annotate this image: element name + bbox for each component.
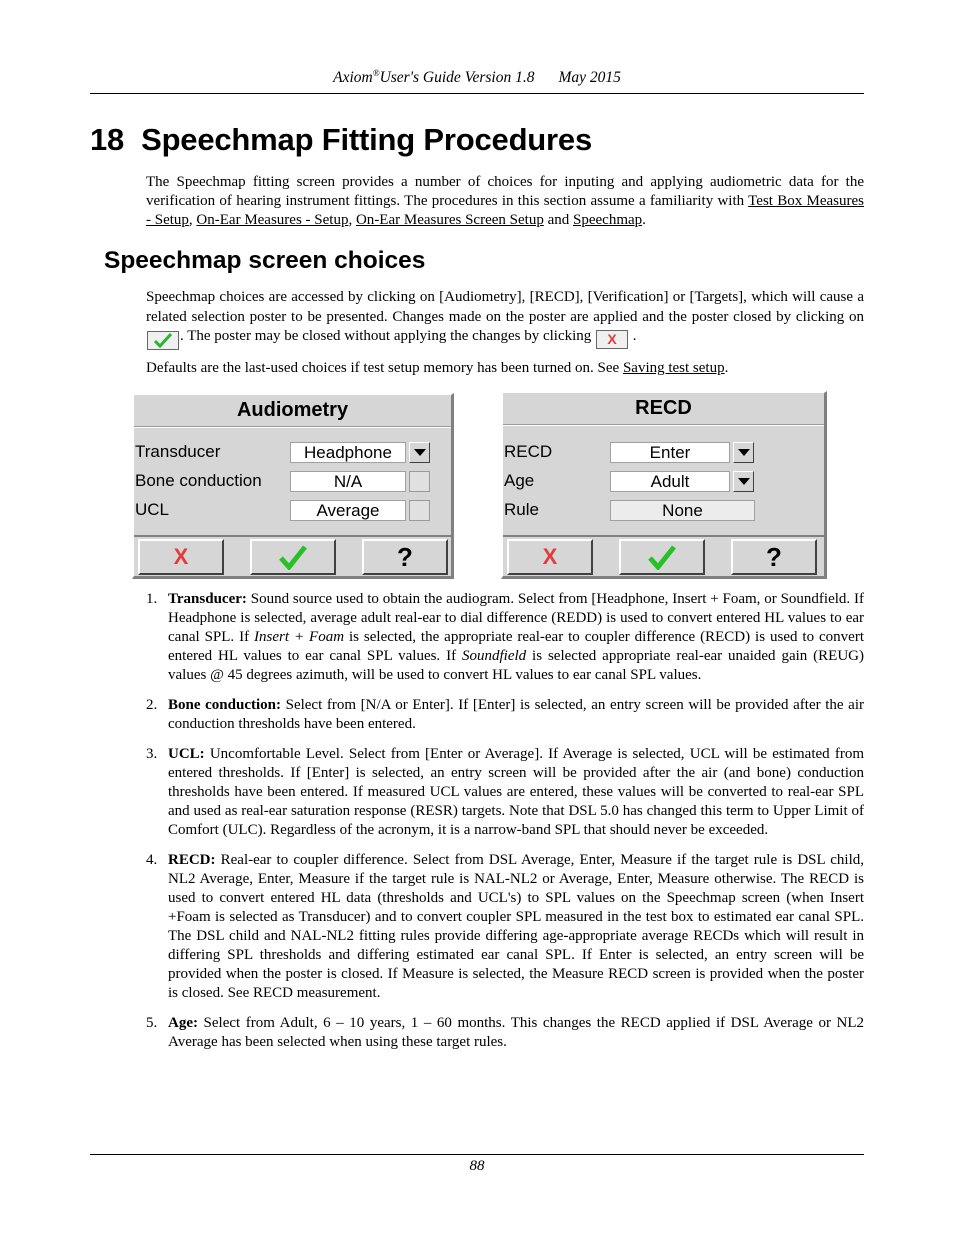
divider [503, 424, 824, 426]
choices-list [146, 590, 864, 1063]
list-item: 3. UCL: Uncomfortable Level. Select from [Enter or Average]. If Average is selected, UCL will be estimated from entered thresholds. If [Enter] is selected, an entry screen will be provided after the air (and bone) conduction thresholds have been entered. If measured UCL values are entered, these values will be converted to real-ear SPL and used as real-ear saturation response (RESR) targets. Note that DSL 5.0 has changed this term to Upper Limit of Comfort (ULC). Regardless of the acronym, it is a narrow-band SPL that should never be exceeded. [146, 746, 864, 838]
defaults-paragraph: Defaults are the last-used choices if test setup memory has been turned on. See Saving test setup. [146, 360, 729, 376]
cancel-button[interactable] [138, 539, 224, 575]
chapter-title: 18 Speechmap Fitting Procedures [90, 122, 592, 157]
inline-x-icon: X [596, 330, 628, 349]
link-on-ear-measures-setup[interactable]: On-Ear Measures - Setup [196, 212, 349, 228]
question-icon: ? [766, 542, 782, 572]
section-title: Speechmap screen choices [104, 247, 426, 274]
link-test-box-measures-setup[interactable]: Test Box Measures - Setup [146, 193, 864, 228]
age-select[interactable]: Adult [610, 471, 730, 492]
audiometry-panel [132, 393, 454, 579]
list-item: 5. Age: Select from Adult, 6 – 10 years, 1 – 60 months. This changes the RECD applied if DSL Average or NL2 Average has been selected when using these target rules. [146, 1015, 864, 1050]
header-rule [90, 93, 864, 94]
help-button[interactable] [362, 539, 448, 575]
panel-title: Audiometry [236, 399, 349, 421]
recd-label: RECD [504, 442, 553, 461]
footer-rule [90, 1154, 864, 1155]
divider [134, 426, 451, 428]
ucl-dropdown-button[interactable] [409, 500, 430, 521]
page-number: 88 [469, 1158, 485, 1174]
button-bar-divider [134, 535, 451, 537]
bone-conduction-dropdown-button[interactable] [409, 471, 430, 492]
link-saving-test-setup[interactable]: Saving test setup [622, 360, 725, 376]
inline-check-icon [147, 331, 179, 350]
transducer-select[interactable]: Headphone [290, 442, 406, 463]
recd-panel [501, 391, 827, 579]
bone-conduction-select[interactable]: N/A [290, 471, 406, 492]
chevron-down-icon [414, 449, 426, 456]
list-item: 1. Transducer: Sound source used to obtain the audiogram. Select from [Headphone, Insert + Foam, or Soundfield. If Headphone is selected, average adult real-ear to dial difference (REDD) is used to convert entered HL values to ear canal SPL. If Insert + Foam is selected, the appropriate real-ear to coupler difference (RECD) is used to convert entered HL values to ear canal SPL values. If Soundfield is selected appropriate real-ear unaided gain (REUG) values @ 45 degrees azimuth, will be used to convert HL values to ear canal SPL values. [146, 591, 864, 683]
ok-button[interactable] [250, 539, 336, 575]
rule-label: Rule [504, 500, 539, 519]
ucl-select[interactable]: Average [290, 500, 406, 521]
intro-paragraph: The Speechmap fitting screen provides a number of choices for inputing and applying audiometric data for the verification of hearing instrument fittings. The procedures in this section assume a familiarity with Test Box Measures - Setup, On-Ear Measures - Setup, On-Ear Measures Screen Setup and Speechmap. [146, 174, 864, 228]
transducer-label: Transducer [135, 442, 221, 461]
list-item: 2. Bone conduction: Select from [N/A or Enter]. If [Enter] is selected, an entry screen will be provided after the air conduction thresholds have been entered. [146, 697, 864, 732]
link-on-ear-measures-screen-setup[interactable]: On-Ear Measures Screen Setup [355, 212, 544, 228]
ucl-label: UCL [135, 500, 170, 519]
x-icon: X [542, 544, 558, 569]
recd-dropdown-button[interactable] [733, 442, 754, 463]
age-label: Age [504, 471, 535, 490]
cancel-button[interactable] [507, 539, 593, 575]
recd-select[interactable]: Enter [610, 442, 730, 463]
ok-button[interactable] [619, 539, 705, 575]
check-icon [278, 544, 308, 570]
x-icon: X [173, 544, 189, 569]
running-header: Axiom®User's Guide Version 1.8 May 2015 [333, 68, 621, 86]
link-speechmap[interactable]: Speechmap [573, 212, 643, 228]
panel-title: RECD [635, 397, 692, 419]
question-icon: ? [397, 542, 413, 572]
chevron-down-icon [738, 478, 750, 485]
rule-value: None [610, 500, 755, 521]
help-button[interactable] [731, 539, 817, 575]
chevron-down-icon [738, 449, 750, 456]
button-bar-divider [503, 535, 824, 537]
age-dropdown-button[interactable] [733, 471, 754, 492]
check-icon [647, 544, 677, 570]
transducer-dropdown-button[interactable] [409, 442, 430, 463]
bone-conduction-label: Bone conduction [135, 471, 262, 490]
choices-paragraph: Speechmap choices are accessed by clicking on [Audiometry], [RECD], [Verification] or [Targets], which will cause a related selection poster to be presented. Changes made on the poster are applied and the poster closed by clicking on . The poster may be closed without applying the changes by clicking X . [146, 288, 864, 350]
list-item: 4. RECD: Real-ear to coupler difference. Select from DSL Average, Enter, Measure if the target rule is DSL child, NL2 Average, Enter, Measure if the target rule is NAL-NL2 or Average, Enter, Measure otherwise. The RECD is used to convert entered HL data (thresholds and UCL's) to SPL values on the Speechmap screen (when Insert +Foam is selected as Transducer) and to convert coupler SPL measured in the test box to estimated ear canal SPL. The DSL child and NAL-NL2 fitting rules provide differing age-appropriate average RECDs which will result in differing SPL thresholds and differing estimated ear canal SPL. If Enter is selected, an entry screen will be provided when the poster is closed. If Measure is selected, the Measure RECD screen is provided when the poster is closed. See RECD measurement. [146, 852, 864, 1001]
